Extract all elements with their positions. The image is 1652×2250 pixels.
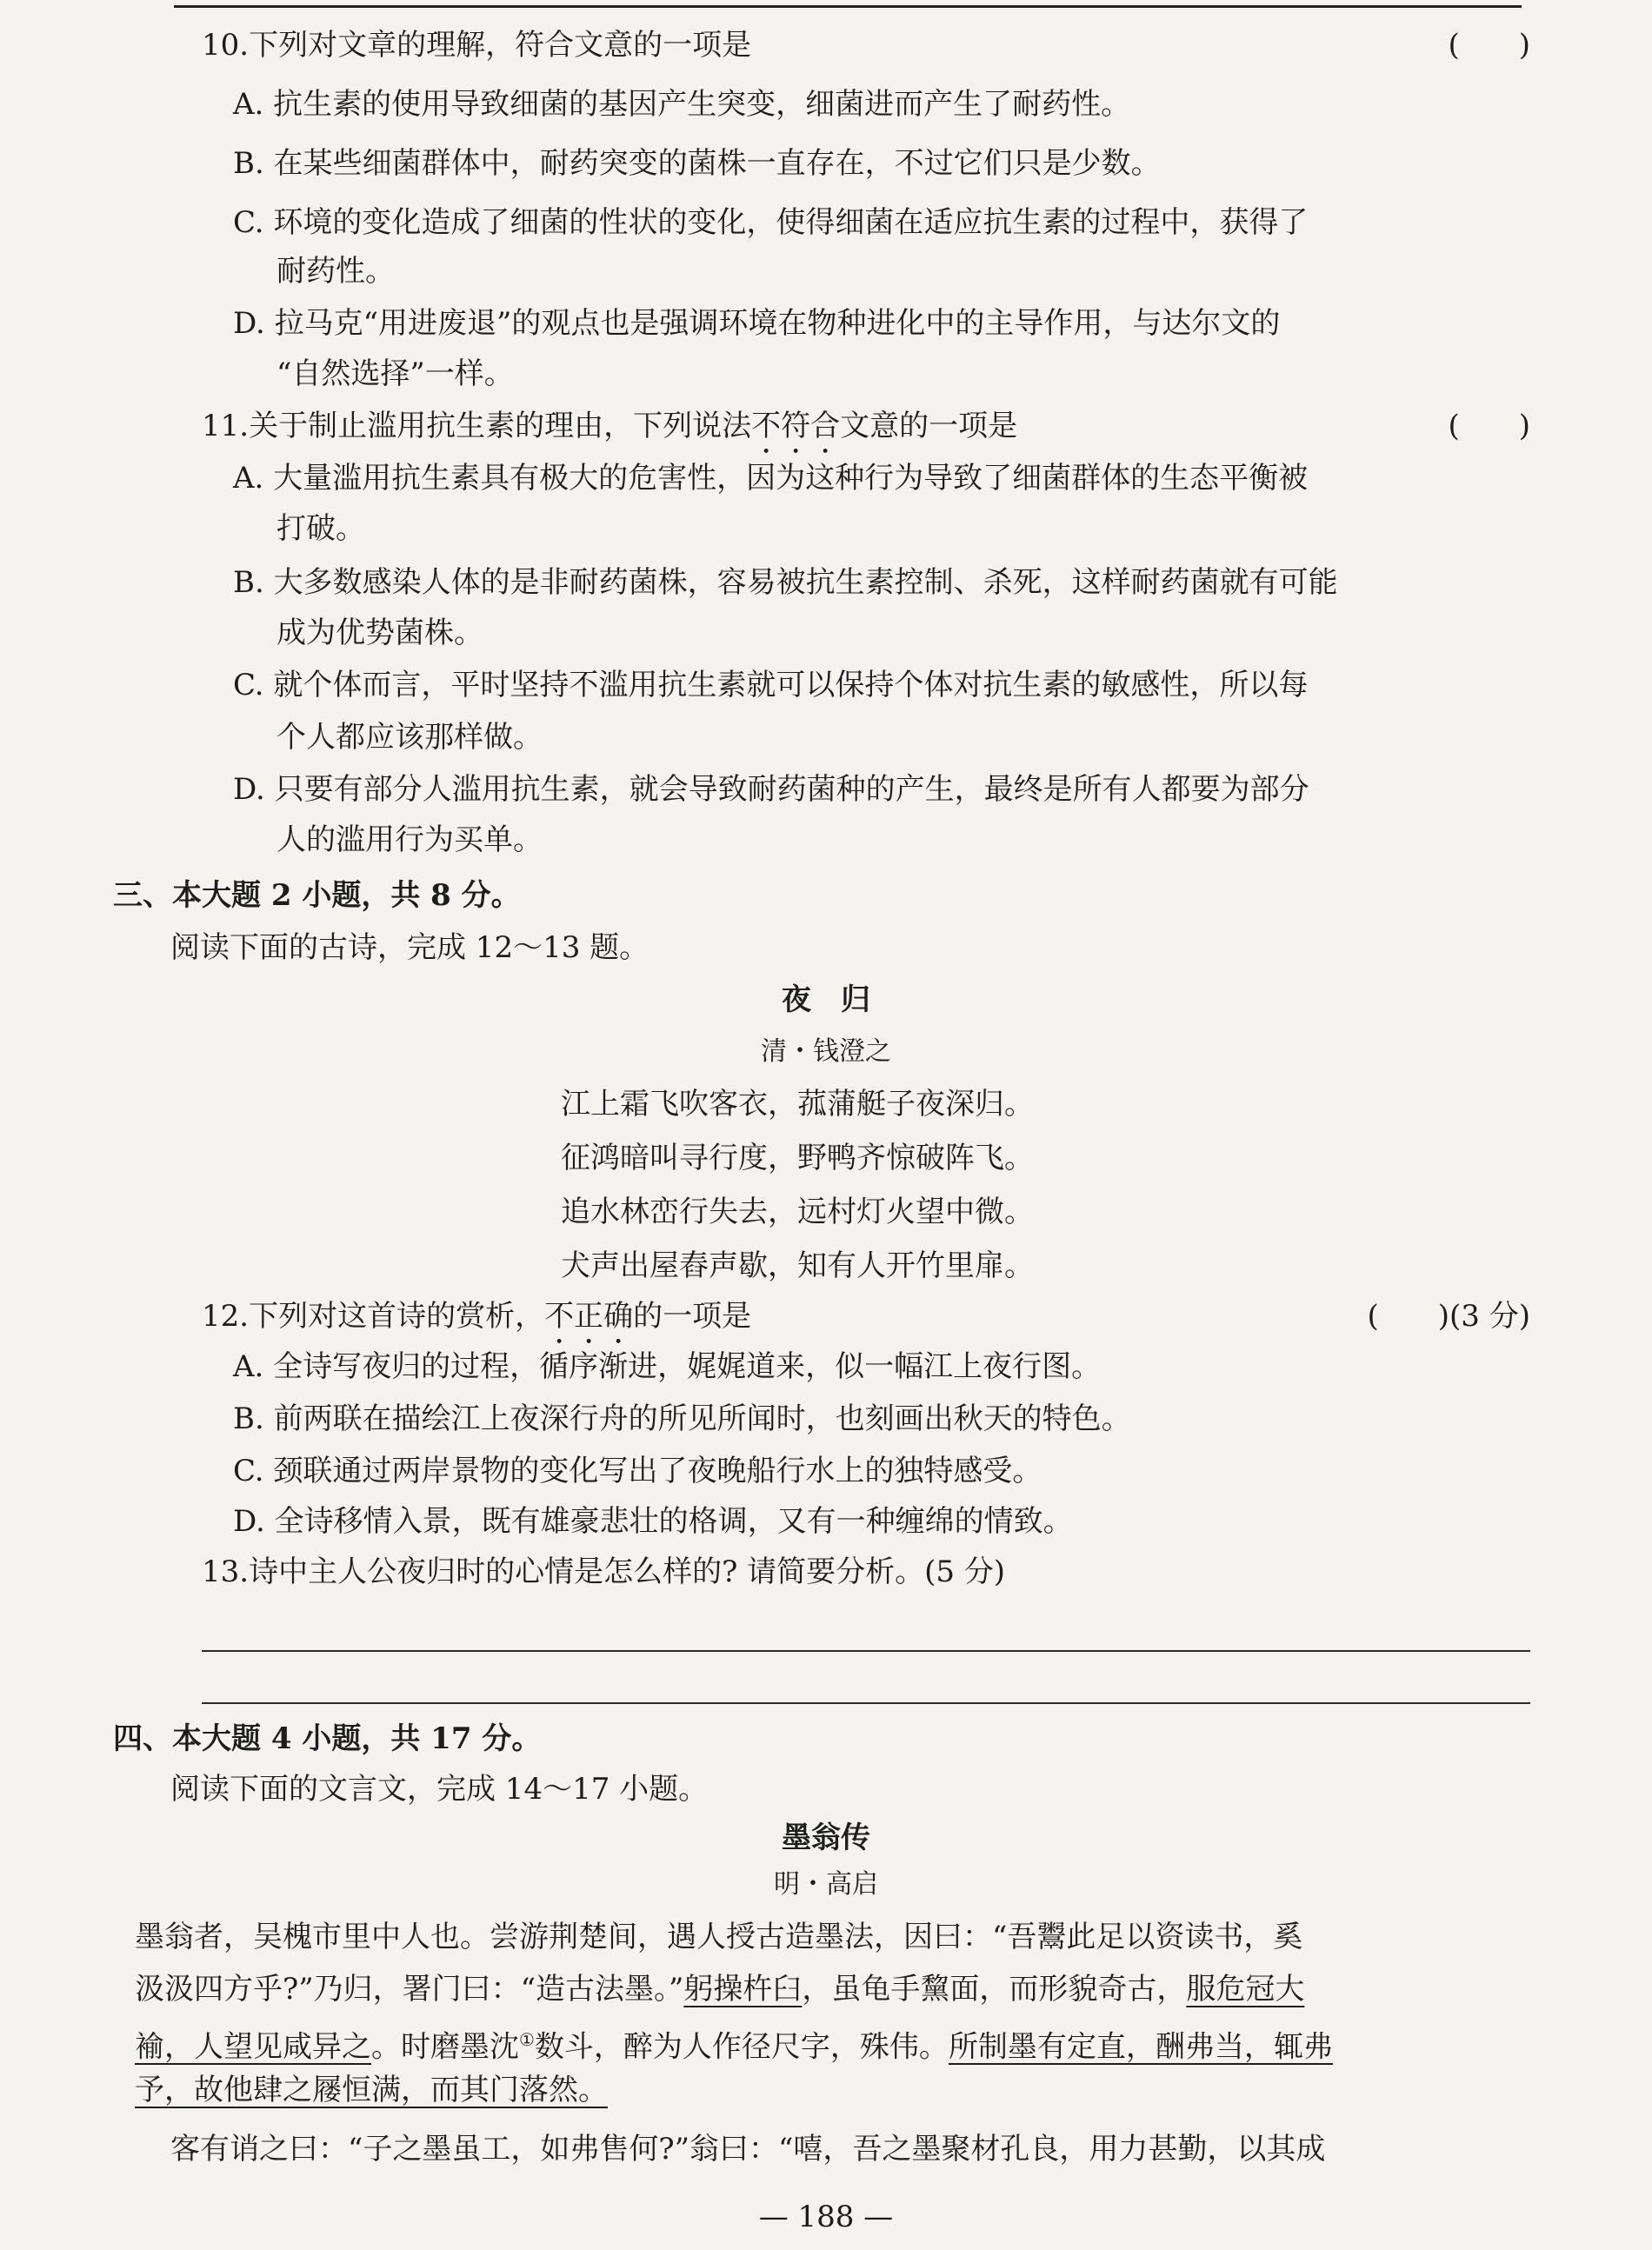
q10-option-b: B. 在某些细菌群体中，耐药突变的菌株一直存在，不过它们只是少数。 bbox=[233, 146, 1161, 181]
underlined-phrase: 服危冠大 bbox=[1186, 1972, 1305, 2007]
section-3-intro: 阅读下面的古诗，完成 12～13 题。 bbox=[170, 930, 649, 965]
footnote-marker: ① bbox=[519, 2029, 535, 2050]
essay-title: 墨翁传 bbox=[782, 1821, 870, 1855]
q12-option-d: D. 全诗移情入景，既有雄豪悲壮的格调，又有一种缠绵的情致。 bbox=[233, 1504, 1073, 1539]
underlined-phrase: 予，故他肆之屦恒满，而其门落然。 bbox=[135, 2073, 608, 2107]
q11-option-a-cont: 打破。 bbox=[276, 511, 365, 546]
q10-option-c: C. 环境的变化造成了细菌的性状的变化，使得细菌在适应抗生素的过程中，获得了 bbox=[233, 205, 1309, 240]
q11-option-c-cont: 个人都应该那样做。 bbox=[276, 720, 543, 755]
q10-answer-paren: ( ) bbox=[1448, 28, 1530, 63]
poem-author: 清・钱澄之 bbox=[761, 1036, 891, 1067]
essay-line-3: 褕，人望见咸异之。时磨墨沈①数斗，醉为人作径尺字，殊伟。所制墨有定直，酬弗当，辄弗 bbox=[135, 2029, 1333, 2065]
essay-line-4 bbox=[135, 2071, 608, 2109]
q11-option-d: D. 只要有部分人滥用抗生素，就会导致耐药菌种的产生，最终是所有人都要为部分 bbox=[233, 772, 1309, 807]
q13-stem: 13.诗中主人公夜归时的心情是怎么样的? 请简要分析。(5 分) bbox=[202, 1554, 1006, 1589]
q12-option-a: A. 全诗写夜归的过程，循序渐进，娓娓道来，似一幅江上夜行图。 bbox=[233, 1349, 1102, 1384]
answer-line-2[interactable] bbox=[202, 1702, 1530, 1704]
emphasis-dots: 不符合 bbox=[751, 409, 841, 443]
q12-answer-paren: ( )(3 分) bbox=[1367, 1299, 1530, 1334]
poem-line-3: 追水林峦行失去，远村灯火望中微。 bbox=[561, 1195, 1034, 1229]
q10-option-d-cont: “自然选择”一样。 bbox=[276, 356, 514, 391]
q11-option-b-cont: 成为优势菌株。 bbox=[276, 616, 483, 650]
section-4-heading: 四、本大题 4 小题，共 17 分。 bbox=[113, 1721, 542, 1756]
poem-line-4: 犬声出屋舂声歇，知有人开竹里扉。 bbox=[561, 1248, 1034, 1283]
page-number: — 188 — bbox=[758, 2200, 894, 2234]
q11-option-a: A. 大量滥用抗生素具有极大的危害性，因为这种行为导致了细菌群体的生态平衡被 bbox=[233, 461, 1309, 496]
q11-answer-paren: ( ) bbox=[1448, 409, 1530, 443]
poem-line-2: 征鸿暗叫寻行度，野鸭齐惊破阵飞。 bbox=[561, 1141, 1034, 1175]
q11-option-c: C. 就个体而言，平时坚持不滥用抗生素就可以保持个体对抗生素的敏感性，所以每 bbox=[233, 668, 1309, 702]
essay-line-2: 汲汲四方乎?”乃归，署门曰：“造古法墨。”躬操杵臼，虽龟手黧面，而形貌奇古，服危冠大 bbox=[135, 1972, 1305, 2007]
poem-line-1: 江上霜飞吹客衣，菰蒲艇子夜深归。 bbox=[561, 1087, 1034, 1122]
q12-option-b: B. 前两联在描绘江上夜深行舟的所见所闻时，也刻画出秋天的特色。 bbox=[233, 1401, 1131, 1436]
q10-option-c-cont: 耐药性。 bbox=[276, 254, 395, 289]
section-4-intro: 阅读下面的文言文，完成 14～17 小题。 bbox=[170, 1772, 709, 1807]
underlined-phrase: 躬操杵臼 bbox=[683, 1972, 803, 2007]
poem-title: 夜 归 bbox=[782, 982, 870, 1017]
q11-option-d-cont: 人的滥用行为买单。 bbox=[276, 822, 543, 857]
underlined-phrase: 褕，人望见咸异之 bbox=[135, 2029, 371, 2065]
q10-stem: 10.下列对文章的理解，符合文意的一项是 bbox=[202, 28, 752, 63]
essay-line-1: 墨翁者，吴槐市里中人也。尝游荆楚间，遇人授古造墨法，因曰：“吾鬻此足以资读书，奚 bbox=[135, 1920, 1303, 1954]
essay-line-5: 客有诮之曰：“子之墨虽工，如弗售何?”翁曰：“嘻，吾之墨聚材孔良，用力甚勤，以其成 bbox=[170, 2132, 1326, 2167]
q11-option-b: B. 大多数感染人体的是非耐药菌株，容易被抗生素控制、杀死，这样耐药菌就有可能 bbox=[233, 565, 1338, 600]
answer-line-1[interactable] bbox=[202, 1650, 1530, 1652]
emphasis-dots: 不正确 bbox=[544, 1299, 634, 1334]
section-3-heading: 三、本大题 2 小题，共 8 分。 bbox=[113, 878, 521, 913]
top-rule bbox=[174, 5, 1522, 8]
q12-option-c: C. 颈联通过两岸景物的变化写出了夜晚船行水上的独特感受。 bbox=[233, 1454, 1042, 1488]
underlined-phrase: 所制墨有定直，酬弗当，辄弗 bbox=[948, 2029, 1333, 2065]
q12-stem: 12.下列对这首诗的赏析，不正确的一项是 bbox=[202, 1299, 752, 1334]
q10-option-d: D. 拉马克“用进废退”的观点也是强调环境在物种进化中的主导作用，与达尔文的 bbox=[233, 306, 1281, 341]
q10-option-a: A. 抗生素的使用导致细菌的基因产生突变，细菌进而产生了耐药性。 bbox=[233, 87, 1131, 122]
essay-author: 明・高启 bbox=[774, 1869, 878, 1900]
q11-stem: 11.关于制止滥用抗生素的理由，下列说法不符合文意的一项是 bbox=[202, 409, 1018, 443]
